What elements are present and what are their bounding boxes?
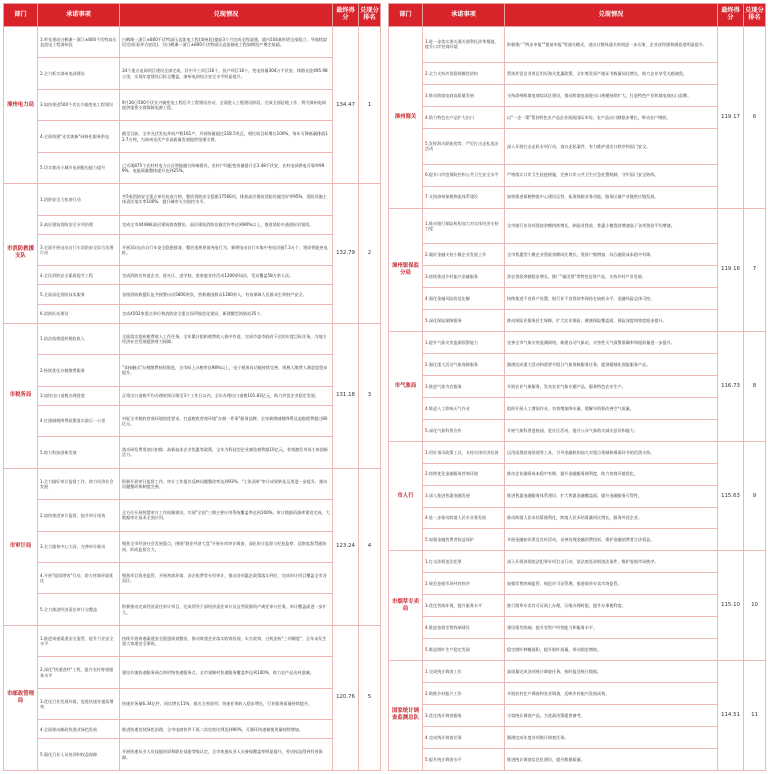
fulfillment-status: 推进普惠金融服务体系建设，扩大普惠金融覆盖面，提升金融服务可得性。 xyxy=(505,485,718,507)
commitment-item: 1.用好货币政策工具，支持实体经济发展 xyxy=(423,441,505,463)
fulfillment-status: 运用再贷款再贴现等工具，引导金融机构加大对重点领域和薄弱环节的信贷支持。 xyxy=(505,441,718,463)
fulfillment-status: 持续开展寄递渠道安全隐患排查整治，推动寄递企业落实收寄验视、实名收寄、过机安检"三项制度"，全年未发生重大寄递安全事故。 xyxy=(120,625,333,656)
fulfillment-status: 推动企业融资成本稳中有降，提升金融服务便利度，助力营商环境优化。 xyxy=(505,463,718,485)
commitment-item: 3.推进气象为农服务 xyxy=(423,376,505,398)
fulfillment-status: 对标全市税收营商环境创优要求，打造税收营商环境"办税一件事"服务品牌，全年新增减税降费及退税缓费超过80亿元。 xyxy=(120,405,333,436)
table-row xyxy=(389,106,766,128)
fulfillment-status: 开展金融知识普及宣传活动，妥善处理金融消费投诉，维护金融消费者合法权益。 xyxy=(505,529,718,551)
rank-number: 8 xyxy=(744,332,766,442)
table-row xyxy=(4,594,381,625)
dept-name: 漳州海关 xyxy=(389,27,423,209)
commitment-item: 2.规范卷烟市场经营秩序 xyxy=(423,573,505,595)
commitment-item: 6.消防队站建设 xyxy=(38,304,120,323)
table-row xyxy=(389,660,766,682)
commitment-item: 1.消防安全大检查行动 xyxy=(38,184,120,215)
final-score: 115.63 xyxy=(718,441,744,551)
fulfillment-status: 开展气象科普进校园、进社区活动，提升公众气象防灾减灾意识和能力。 xyxy=(505,419,718,441)
commitment-item: 5.加强金融消费者权益保护 xyxy=(423,529,505,551)
commitment-item: 3.深入推进普惠金融发展 xyxy=(423,485,505,507)
table-row xyxy=(4,58,381,89)
fulfillment-status: 全市普惠型小微企业贷款余额同比增长，贷款户数增加，综合融资成本稳中有降。 xyxy=(505,244,718,266)
table-row xyxy=(389,164,766,186)
commitment-item: 6.提升口岸疫情防控和公共卫生安全水平 xyxy=(423,164,505,186)
table-row xyxy=(389,726,766,748)
right-table xyxy=(388,3,766,771)
table-row xyxy=(4,386,381,405)
table-row xyxy=(4,500,381,531)
table-row xyxy=(389,573,766,595)
dept-name: 市气象局 xyxy=(389,332,423,442)
rank-number: 11 xyxy=(744,660,766,770)
table-row xyxy=(389,529,766,551)
fulfillment-status: 加快推进保税物流中心建设运营，拓展保税业务功能，服务区域产业链供应链发展。 xyxy=(505,186,718,208)
col-header-task: 承诺事项 xyxy=(423,4,505,27)
commitment-item: 4.推进卷烟零售终端建设 xyxy=(423,617,505,639)
commitment-item: 5.提升统计调查水平 xyxy=(423,748,505,770)
table-row xyxy=(389,441,766,463)
commitment-item: 2.持续优化金融服务营商环境 xyxy=(423,463,505,485)
table-row xyxy=(4,405,381,436)
commitment-item: 4.强化金融风险防范化解 xyxy=(423,288,505,310)
commitment-item: 2.全力支持外贸稳规模优结构 xyxy=(423,62,505,84)
commitment-item: 5.发挥海关职能优势，严厉打击走私违法活动 xyxy=(423,128,505,164)
fulfillment-status: 建设现代终端，提升零售户经营能力和服务水平。 xyxy=(505,617,718,639)
dept-name: 漳州电力局 xyxy=(4,27,38,184)
table-row xyxy=(389,186,766,208)
fulfillment-status: 积极开展审计监督工作，审计工作报告反映问题整改率达到93%，"七张清单"审计成果转化运用进一步提升，推动问题整改和制度完善。 xyxy=(120,468,333,499)
fulfillment-status: 已实现875个农村村电力台区智能融合终端建设，农村户均配变容量提升至3.48千伏安，农村电网供电可靠率99.9%，电能质量整体提升达到25%。 xyxy=(120,152,333,183)
rank-number: 6 xyxy=(744,27,766,209)
table-row xyxy=(389,639,766,661)
commitment-item: 7.支持漳州保税物流体系建设 xyxy=(423,186,505,208)
rank-number: 10 xyxy=(744,551,766,661)
commitment-item: 3.优化营商环境，提升服务水平 xyxy=(423,595,505,617)
rank-number: 7 xyxy=(744,208,766,332)
fulfillment-status: 正常出口退税平均办理时间压缩至3个工作日以内，全年办理出口退税101.83亿元，助力外贸企业稳定发展。 xyxy=(120,386,333,405)
final-score: 120.76 xyxy=(333,625,359,770)
table-row xyxy=(4,625,381,656)
table-row xyxy=(389,748,766,770)
table-row xyxy=(4,562,381,593)
final-score: 131.18 xyxy=(333,323,359,468)
final-score: 115.10 xyxy=(718,551,744,661)
table-row xyxy=(389,397,766,419)
fulfillment-status: 高质量完成各项统计调查任务，按时报送统计数据。 xyxy=(505,660,718,682)
commitment-item: 5.全力推进经济责任审计全覆盖 xyxy=(38,594,120,625)
commitment-item: 2.强化重大活动气象保障服务 xyxy=(423,354,505,376)
rank-number: 1 xyxy=(359,27,381,184)
final-score: 114.51 xyxy=(718,660,744,770)
fulfillment-status: 全市银行业各项贷款余额持续增长，制造业贷款、普惠小微贷款增速高于各项贷款平均增速。 xyxy=(505,208,718,244)
fulfillment-status: 完成全市4448栋高层建筑排查整治，高层建筑消防设施完好率达到90%以上，推进消防车通道标识划线。 xyxy=(120,215,333,234)
commitment-item: 5.深化保险保障服务 xyxy=(423,310,505,332)
table-row xyxy=(389,507,766,529)
table-row xyxy=(389,266,766,288)
fulfillment-status: 截至目前，全市光伏发电并网户数161户，并网容量超过218.5兆瓦，相比较目标增长100%，每年可降低碳排放12.7万吨，为漳州光伏产业高质量发展提供坚强支撑。 xyxy=(120,121,333,152)
commitment-item: 2.高层建筑消防安全专项治理 xyxy=(38,215,120,234)
commitment-item: 1.全力做好审计监督工作，助力经济社会发展 xyxy=(38,468,120,499)
table-row xyxy=(389,617,766,639)
final-score: 132.79 xyxy=(333,184,359,324)
table-row xyxy=(389,332,766,354)
commitment-item: 3.持续推进乡村振兴金融服务 xyxy=(423,266,505,288)
fulfillment-status: 积极推广"两步申报""提前申报"等通关模式，进出口整体通关时间进一步压缩，企业获得感和满意度明显提升。 xyxy=(505,27,718,63)
rank-number: 5 xyxy=(359,625,381,770)
commitment-item: 5.深化气象科普宣传 xyxy=(423,419,505,441)
fulfillment-status: 支持漳州跨境电商综试区建设，推动跨境电商进出口规模持续扩大，打造特色产业跨境电商出口品牌。 xyxy=(505,84,718,106)
dept-name: 市邮政管理局 xyxy=(4,625,38,770)
commitment-item: 2.助推乡村振兴工作 xyxy=(423,682,505,704)
commitment-item: 2.深化"快递进村"工程，提升农村寄递服务水平 xyxy=(38,657,120,688)
commitment-item: 4.进一步推动跨境人民币业务发展 xyxy=(423,507,505,529)
final-score: 116.73 xyxy=(718,332,744,442)
table-row xyxy=(4,285,381,304)
table-row xyxy=(4,121,381,152)
final-score: 119.16 xyxy=(718,208,744,332)
commitment-item: 4.打通减税降费政策落实最后一公里 xyxy=(38,405,120,436)
commitment-item: 1.完成统计调查工作 xyxy=(423,660,505,682)
col-header-dept: 部门 xyxy=(389,4,423,27)
commitment-item: 1.提升气象灾害监测预警能力 xyxy=(423,332,505,354)
fulfillment-status: 严格落实口岸卫生检疫措施，完善口岸公共卫生应急处置机制，守牢国门安全防线。 xyxy=(505,164,718,186)
table-row xyxy=(4,152,381,183)
left-table xyxy=(3,3,381,771)
right-table-panel xyxy=(388,3,766,771)
table-row xyxy=(4,720,381,739)
table-row xyxy=(389,27,766,63)
commitment-item: 5.全面深化消防技术服务 xyxy=(38,285,120,304)
fulfillment-status: 开展农村住户调查和农业调查，反映乡村振兴发展成效。 xyxy=(505,682,718,704)
table-row xyxy=(4,27,381,58)
fulfillment-status: 帮扶外贸企业用足用好海关优惠政策，全年签发原产地证书数量同比增长，助力企业享受关税减免。 xyxy=(505,62,718,84)
commitment-item: 4.完成统计调查任务 xyxy=(423,726,505,748)
commitment-item: 1.推动银行保险机构加大对实体经济支持力度 xyxy=(423,208,505,244)
dept-name: 市人行 xyxy=(389,441,423,551)
fulfillment-status: 白鹤滩－浙江±800千伏特高压直流电工程(漳州段)提前3个月完成全线架通，境内104基杆塔全部组立，导地线架设完成(看齐吉安段)，为白鹤滩－浙江±800千伏特高压直流输电工程如期投产奠定基础。 xyxy=(120,27,333,58)
fulfillment-status: 推进统计调查信息化建设，提升数据质量。 xyxy=(505,748,718,770)
table-row xyxy=(4,739,381,771)
table-row xyxy=(389,376,766,398)
table-row xyxy=(4,304,381,323)
col-header-dept: 部门 xyxy=(4,4,38,27)
commitment-item: 3.全力服务中心大局，完善审计联动 xyxy=(38,531,120,562)
fulfillment-status: 涉农贷款余额稳步增长，推广"福田贷"等特色信贷产品，支持乡村产业发展。 xyxy=(505,266,718,288)
commitment-item: 5.切实推动小城乡电网配电能力提升 xyxy=(38,152,120,183)
fulfillment-status: 丰富统计调查产品，为党政决策提供参考。 xyxy=(505,704,718,726)
commitment-item: 5.助力科技创新发展 xyxy=(38,437,120,468)
table-row xyxy=(4,468,381,499)
commitment-item: 3.推动跨境电商高质量发展 xyxy=(423,84,505,106)
table-row xyxy=(4,89,381,120)
table-row xyxy=(389,208,766,244)
table-row xyxy=(4,323,381,354)
dept-name: 市税务局 xyxy=(4,323,38,468)
final-score: 119.17 xyxy=(718,27,744,209)
fulfillment-status: 深入开展打击走私专项行动，查办走私案件，有力维护进出口秩序和国门安全。 xyxy=(505,128,718,164)
table-row xyxy=(389,62,766,84)
fulfillment-status: 圆满完成年度各项统计调查任务。 xyxy=(505,726,718,748)
col-header-rank: 兑现分排名 xyxy=(744,4,766,27)
commitment-item: 2.持续优化办税缴费服务 xyxy=(38,355,120,386)
fulfillment-status: 全面落实组织税费收入工作任务，全年累计组织税费收入稳中有进，完成市委市政府下达的年度目标任务，为地方经济社会发展提供财力保障。 xyxy=(120,323,333,354)
dept-name: 市消防救援支队 xyxy=(4,184,38,324)
fulfillment-status: 稳定烟叶种植面积，提升烟叶质量，带动烟农增收。 xyxy=(505,639,718,661)
commitment-item: 2.做好金融支持小微企业发展工作 xyxy=(423,244,505,266)
fulfillment-status: 落实研发费用加计扣除、高新技术企业优惠等政策，全年为科技型企业减免税费超10亿元，有效激发市场主体创新活力。 xyxy=(120,437,333,468)
fulfillment-status: 聚焦全市经济社会发展重点，围绕"稳住经济大盘"开展专项审计调查，深化审计监督与纪检监察、巡察监督贯通协同，形成监督合力。 xyxy=(120,531,333,562)
table-row xyxy=(389,84,766,106)
dept-name: 漳州银保监分局 xyxy=(389,208,423,332)
rank-number: 9 xyxy=(744,441,766,551)
commitment-item: 4.开展"提质增效"行动，助力营商环境优化 xyxy=(38,562,120,593)
left-table-panel xyxy=(3,3,381,771)
table-row xyxy=(389,310,766,332)
fulfillment-status: 各级消防救援队伍共接警出动5800余次，营救被困群众1300余人，有效保障人民群众生命财产安全。 xyxy=(120,285,333,304)
commitment-item: 1.率先建成白鹤滩－浙江±800千伏特高压直流电工程漳州段 xyxy=(38,27,120,58)
dept-name: 市烟草专卖局 xyxy=(389,551,423,661)
commitment-item: 4.全民消防安全素质提升工程 xyxy=(38,266,120,285)
table-row xyxy=(389,485,766,507)
table-row xyxy=(4,184,381,215)
commitment-item: 1.推进寄递渠道安全监管，提升行业安全水平 xyxy=(38,625,120,656)
dept-name: 国家统计调查监测总队 xyxy=(389,660,423,770)
commitment-item: 3.优化行业发展环境，促进快递业提质增效 xyxy=(38,688,120,719)
table-row xyxy=(389,463,766,485)
fulfillment-status: 开展3次电动自行车安全隐患排查，整治违规停放充电行为，新增电动自行车集中充电设施7.3万个，建成智能充电桩。 xyxy=(120,234,333,265)
fulfillment-status: 建设乡镇快递服务网点和村级快递服务点，全市建制村快递服务覆盖率达到100%，助力农产品出村进城。 xyxy=(120,657,333,688)
table-row xyxy=(4,437,381,468)
table-row xyxy=(389,682,766,704)
fulfillment-status: 开展农业气象服务，发布农业气象专题产品，服务特色农业生产。 xyxy=(505,376,718,398)
col-header-score: 最终得分 xyxy=(718,4,744,27)
table-row xyxy=(4,215,381,234)
fulfillment-status: 组织开展人工增雨作业，有效增加降水量，缓解旱情和改善空气质量。 xyxy=(505,397,718,419)
commitment-item: 5.推进烟叶生产稳定发展 xyxy=(423,639,505,661)
rank-number: 2 xyxy=(359,184,381,324)
fulfillment-status: 完善全市气象灾害监测网络，新建自动气象站，灾害性天气预警准确率和提前量进一步提升。 xyxy=(505,332,718,354)
fulfillment-status: 34个重点电网项目建设全部完成，其中开工项目16个，投产项目16个，变电容量304万千伏安，线路长度495.98公里，实现年度建设目标全覆盖，漳州电网综合安全水平明显提升。 xyxy=(120,58,333,89)
commitment-item: 3.全面开展电动自行车消防安全综合治理行动 xyxy=(38,234,120,265)
fulfillment-status: 开展快递从业人员技能培训和职业技能等级认定，全市快递从业人员参保覆盖率明显提升，劳动权益得到有效保障。 xyxy=(120,739,333,771)
fulfillment-status: 完成消防宣传进企业、进社区、进学校、进家庭宣传活动1200余场次，受众覆盖58万余人次。 xyxy=(120,266,333,285)
fulfillment-status: 共5家消防安全重点单位检查合格，整治消防安全隐患17566项，排查高层建筑消防设施完好率95%，消防设施主体责任落实率100%，提升城市火灾防控水平。 xyxy=(120,184,333,215)
table-row xyxy=(389,551,766,573)
col-header-rank: 兑现分排名 xyxy=(359,4,381,27)
fulfillment-status: "非接触式"办税缴费持续推进，全市网上办税率达98%以上，电子税务局功能持续完善，纳税人缴费人满意度稳步提升。 xyxy=(120,355,333,386)
rank-number: 3 xyxy=(359,323,381,468)
fulfillment-status: 聚焦项目资金监管，开展营商环境、涉企收费等专项审计，推动各项惠企政策落实到位，完成审计项目覆盖全市各县区。 xyxy=(120,562,333,593)
table-row xyxy=(389,704,766,726)
final-score: 123.24 xyxy=(333,468,359,625)
commitment-item: 3.加快出口退税办理进度 xyxy=(38,386,120,405)
fulfillment-status: 推动跨境人民币结算便利化，跨境人民币结算量同比增长，服务外贸企业。 xyxy=(505,507,718,529)
rank-number: 4 xyxy=(359,468,381,625)
commitment-item: 2.加快推进审计监督，提升审计质效 xyxy=(38,500,120,531)
table-row xyxy=(4,657,381,688)
commitment-item: 4.全面推动邮政快递业绿色发展 xyxy=(38,720,120,739)
table-row xyxy=(389,354,766,376)
fulfillment-status: 全方位开展智慧审计工作机制建设，实现"全国"三期主要应用系统覆盖率达到100%，审计数据资源库建设完成，大数据审计技术全面应用。 xyxy=(120,500,333,531)
fulfillment-status: 加强零售终端监管，规范许可证管理，推进烟草专卖市场监管。 xyxy=(505,573,718,595)
fulfillment-status: 积极推动完成经济责任审计项目，完成领导干部经济责任审计及自然资源资产离任审计任务，审计覆盖面进一步扩大。 xyxy=(120,594,333,625)
commitment-item: 4.推进人工影响天气作业 xyxy=(423,397,505,419)
fulfillment-status: 推进快递包装绿色治理，全市电商快件不再二次包装比例达到90%，可循环快递箱使用量持续增加。 xyxy=(120,720,333,739)
fulfillment-status: 快递业务量6.34亿件，同比增长11%，排名全省前列；快递业务收入稳步增长，行业服务质量持续提升。 xyxy=(120,688,333,719)
col-header-status: 兑现情况 xyxy=(505,4,718,27)
table-row xyxy=(4,234,381,265)
col-header-status: 兑现情况 xyxy=(120,4,333,27)
fulfillment-status: 推动保险业服务民生保障，扩大农业保险、健康保险覆盖面，保险深度和密度稳步提升。 xyxy=(505,310,718,332)
commitment-item: 5.强化行业人员培训和权益保障 xyxy=(38,739,120,771)
table-row xyxy=(389,288,766,310)
final-score: 134.47 xyxy=(333,27,359,184)
fulfillment-status: 以"一企一策"帮扶特色农产品企业拓展国际市场，农产品出口额稳步增长，带动农户增收。 xyxy=(505,106,718,128)
table-row xyxy=(389,244,766,266)
commitment-item: 1.依法依规组织税收收入 xyxy=(38,323,120,354)
table-row xyxy=(389,419,766,441)
fulfillment-status: 深入开展涉烟违法犯罪专项打击行动，依法查处涉烟违法案件，维护卷烟市场秩序。 xyxy=(505,551,718,573)
commitment-item: 4.全面构建"光伏焕新"网格化服务供电 xyxy=(38,121,120,152)
table-row xyxy=(4,355,381,386)
fulfillment-status: 9月26日500千伏长兴输变电工程后开工程建设启动，全面进入工程建设阶段，完成全部征地工作，将为漳州电网提供重要支撑保障电源工程。 xyxy=(120,89,333,120)
fulfillment-status: 推行烟草专卖许可证网上办理，压缩办理时限，提升办事便利度。 xyxy=(505,595,718,617)
table-row xyxy=(389,595,766,617)
commitment-item: 3.优化统计调查服务 xyxy=(423,704,505,726)
commitment-item: 4.助力特色农产品扩大出口 xyxy=(423,106,505,128)
commitment-item: 1.打击涉烟违法犯罪 xyxy=(423,551,505,573)
fulfillment-status: 完成4502家重点单位和消防安全重点场所规范化建设，新建微型消防站35个。 xyxy=(120,304,333,323)
table-row xyxy=(4,266,381,285)
table-row xyxy=(4,688,381,719)
fulfillment-status: 圆满完成重大活动和重要节假日气象保障服务任务，提供精细化预报服务产品。 xyxy=(505,354,718,376)
commitment-item: 2.全力抓实漳州电网建设 xyxy=(38,58,120,89)
commitment-item: 3.加快推进500千伏长兴输变电工程建设 xyxy=(38,89,120,120)
table-row xyxy=(4,531,381,562)
col-header-task: 承诺事项 xyxy=(38,4,120,27)
commitment-item: 1.进一步落实海关通关便利化改革措施，提升口岸营商环境 xyxy=(423,27,505,63)
dept-name: 市审计局 xyxy=(4,468,38,625)
fulfillment-status: 持续推进不良资产处置，银行业不良贷款率保持在较低水平，金融风险总体可控。 xyxy=(505,288,718,310)
table-row xyxy=(389,128,766,164)
col-header-score: 最终得分 xyxy=(333,4,359,27)
